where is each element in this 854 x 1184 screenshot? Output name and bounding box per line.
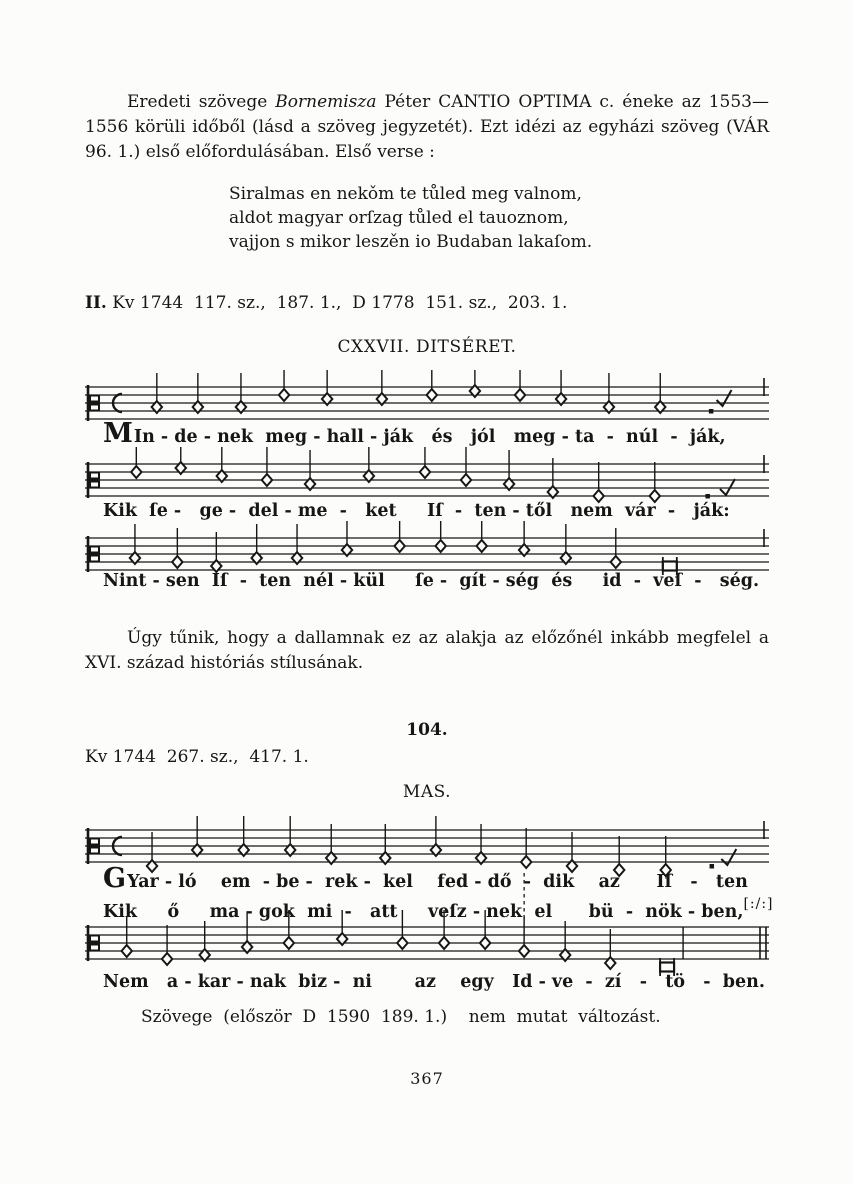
piece-number: 104. — [406, 720, 448, 740]
repeat-mark: [:/:] — [743, 896, 774, 912]
intro-rest: Péter CANTIO OPTIMA c. éneke az 1553—1556 körüli időből (lásd a szöveg jegyzetét). Ezt idézi az egyházi szöveg (VÁR 96. 1.) első előfordulásában. Első verse : — [85, 92, 769, 162]
lyrics-initial: M — [103, 418, 134, 449]
lyrics-line-3 — [85, 570, 769, 592]
intro-paragraph — [85, 90, 769, 165]
lyrics-text: In - de - nek meg - hall - ják és jól meg - ta - núl - ják, — [133, 427, 726, 447]
source-reference-line — [85, 293, 769, 313]
verse-line: Siralmas en nekǒm te tůled meg valnom, — [229, 184, 582, 204]
section-numeral: II. — [85, 293, 107, 313]
piece-subtitle: MAS. — [402, 782, 452, 802]
verse-line: aldot magyar orſzag tůled el tauoznom, — [229, 208, 569, 228]
intro-lead: Eredeti szövege — [127, 92, 276, 112]
verse-line: vajjon s mikor leszěn io Budaban lakaſom. — [229, 232, 593, 252]
hymn-title: CXXVII. DITSÉRET. — [337, 337, 517, 357]
lyrics-line-1 — [85, 418, 769, 449]
lyrics-text: Nem a - kar - nak biz - ni az egy Id - ve - zí - tö - ben. — [103, 972, 765, 992]
page-number: 367 — [410, 1069, 444, 1088]
lyrics-text: Yar - ló em - be - rek - kel fed - dő - dik az Iſ - ten — [127, 872, 748, 892]
intro-author-italic: Bornemisza — [275, 92, 377, 112]
lyrics-text: Kik ő ma - gok mi - att veſz - nek el bü - nök - ben, — [103, 902, 744, 922]
commentary-text: Úgy tűnik, hogy a dallamnak ez az alakja az előzőnél inkább megfelel a XVI. század históriás stílusának. — [85, 628, 769, 673]
lyrics-text: Nint - sen Iſ - ten nél - kül ſe - gít - ség és id - veſ - ség. — [103, 571, 760, 591]
lyrics-text: Kik ſe - ge - del - me - ket Iſ - ten - től nem vár - ják: — [103, 501, 730, 521]
source-reference-line-2: Kv 1744 267. sz., 417. 1. — [85, 747, 309, 767]
closing-note: Szövege (először D 1590 189. 1.) nem mutat változást. — [141, 1007, 661, 1027]
lyrics-line-2 — [85, 500, 769, 522]
source-reference-text: Kv 1744 117. sz., 187. 1., D 1778 151. sz., 203. 1. — [106, 293, 568, 313]
lyrics-line-4 — [85, 863, 769, 894]
lyrics-line-6 — [85, 971, 769, 993]
lyrics-line-5 — [85, 893, 774, 923]
quoted-verse — [229, 182, 769, 254]
text-column — [85, 90, 774, 1088]
lyrics-initial: G — [103, 863, 128, 894]
commentary-paragraph — [85, 626, 769, 676]
